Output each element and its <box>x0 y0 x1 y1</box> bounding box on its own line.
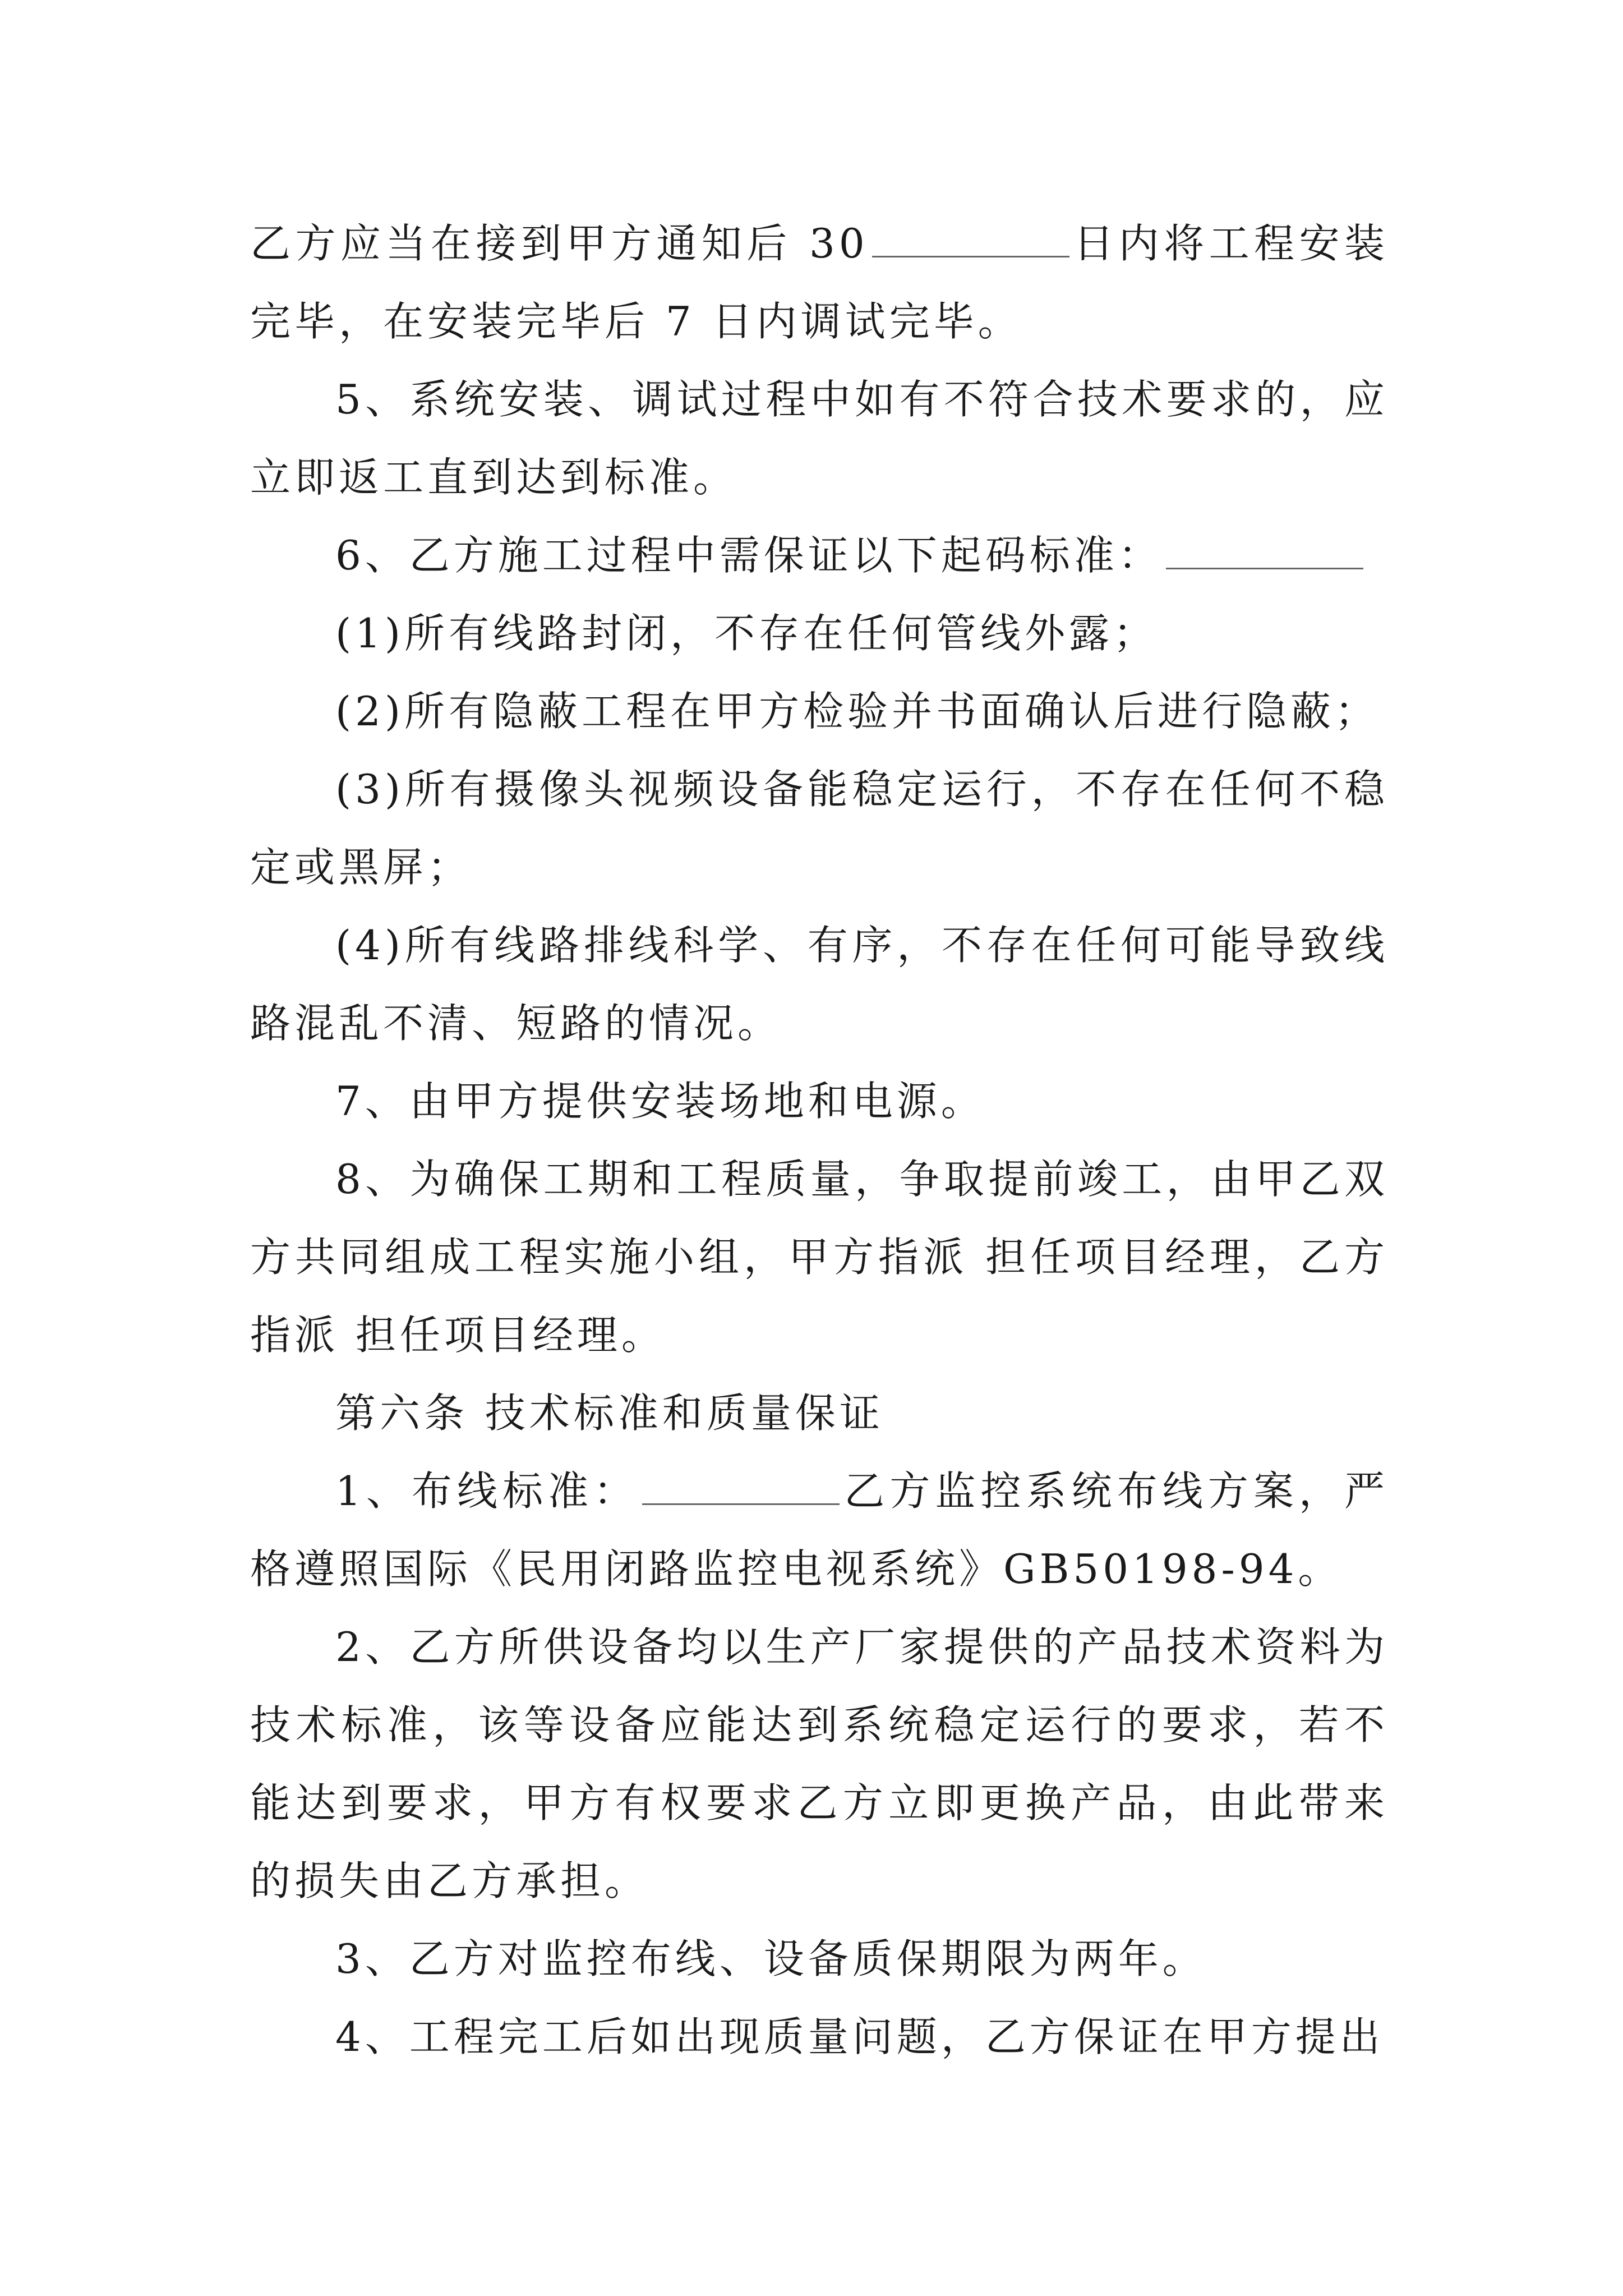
section-heading-article-6: 第六条 技术标准和质量保证 <box>335 1389 884 1437</box>
fill-in-blank <box>872 206 1069 257</box>
fill-in-blank <box>642 1454 840 1505</box>
paragraph-sub-item-2: (2)所有隐蔽工程在甲方检验并书面确认后进行隐蔽； <box>335 688 1379 735</box>
paragraph-install-deadline: 乙方应当在接到甲方通知后 30 日内将工程安装完毕，在安装完毕后 7 日内调试完毕。 <box>250 205 1389 361</box>
paragraph-item-8: 8、为确保工期和工程质量，争取提前竣工，由甲乙双方共同组成工程实施小组，甲方指派 担任项目经理，乙方指派 担任项目经理。 <box>250 1156 1389 1359</box>
paragraph-standard-2: 2、乙方所供设备均以生产厂家提供的产品技术资料为技术标准，该等设备应能达到系统稳定运行的要求，若不能达到要求，甲方有权要求乙方立即更换产品，由此带来的损失由乙方承担。 <box>250 1623 1389 1904</box>
paragraph-standard-3: 3、乙方对监控布线、设备质保期限为两年。 <box>335 1935 1207 1982</box>
paragraph-standard-1: 1、布线标准： 乙方监控系统布线方案，严格遵照国际《民用闭路监控电视系统》GB50198-94。 <box>250 1452 1389 1608</box>
document-body <box>250 205 1389 2076</box>
paragraph-sub-item-4: (4)所有线路排线科学、有序，不存在任何可能导致线路混乱不清、短路的情况。 <box>250 922 1389 1047</box>
paragraph-sub-item-1: (1)所有线路封闭，不存在任何管线外露； <box>335 610 1158 657</box>
fill-in-blank <box>1166 518 1363 569</box>
paragraph-sub-item-3: (3)所有摄像头视频设备能稳定运行，不存在任何不稳定或黑屏； <box>250 766 1389 891</box>
paragraph-item-6: 6、乙方施工过程中需保证以下起码标准： <box>250 517 1389 595</box>
paragraph-standard-4: 4、工程完工后如出现质量问题，乙方保证在甲方提出 <box>335 2013 1384 2060</box>
paragraph-item-5: 5、系统安装、调试过程中如有不符合技术要求的，应立即返工直到达到标准。 <box>250 376 1389 501</box>
paragraph-item-7: 7、由甲方提供安装场地和电源。 <box>335 1078 985 1125</box>
